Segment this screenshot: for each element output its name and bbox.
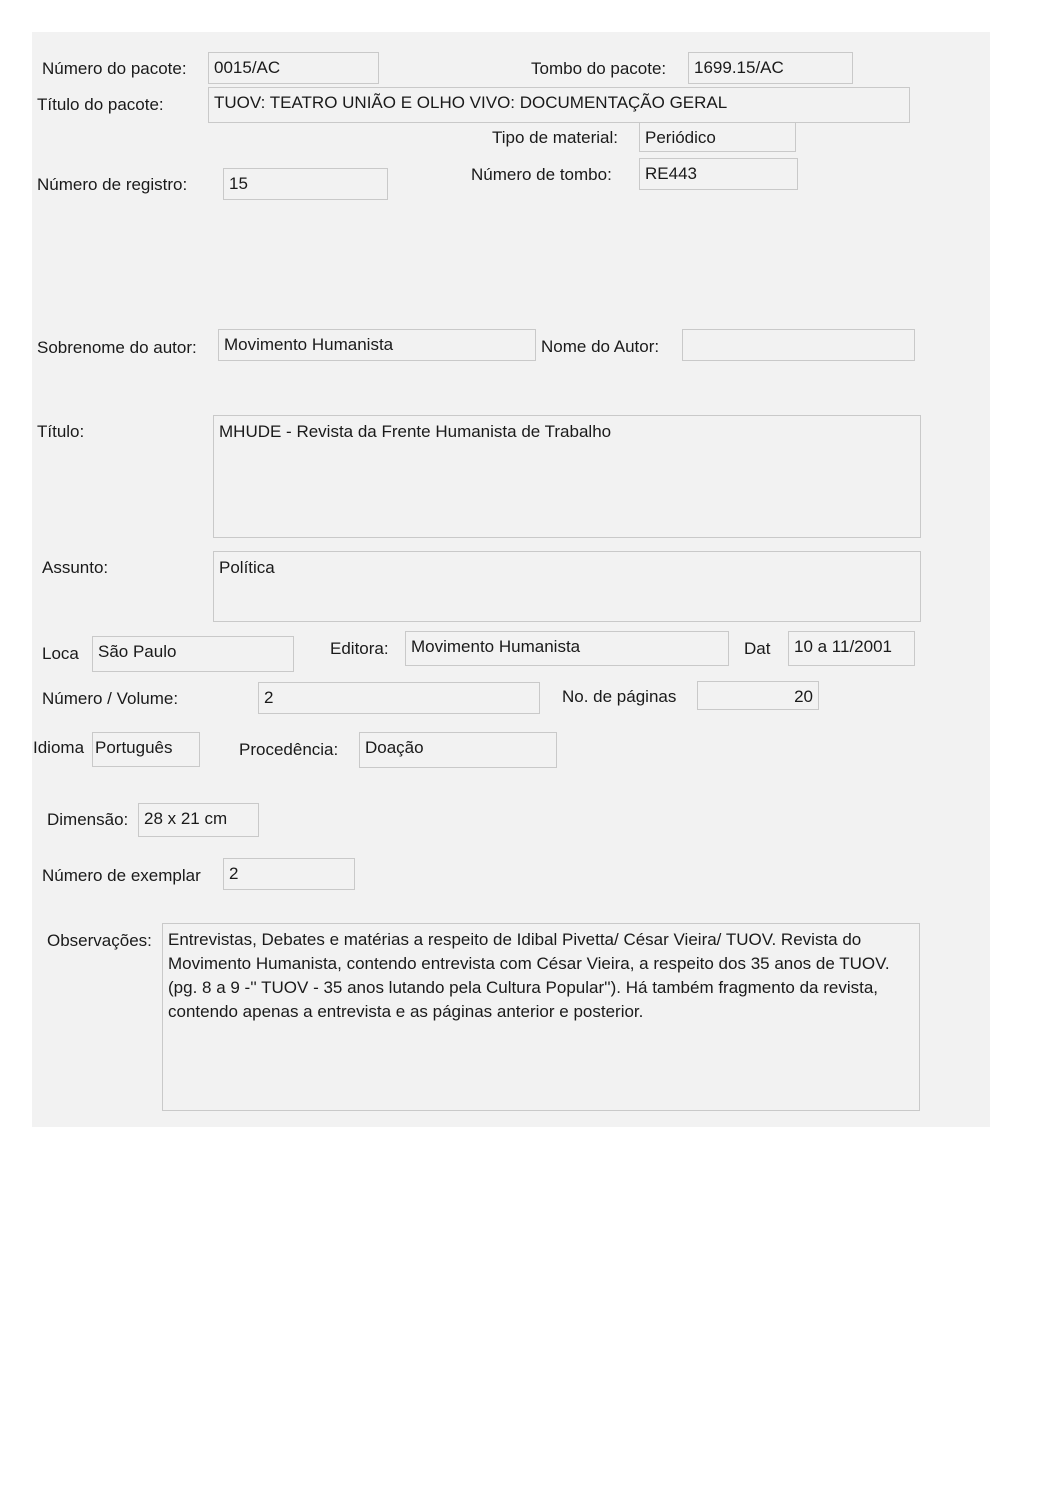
procedencia-field[interactable]: Doação (359, 732, 557, 768)
titulo-pacote-label: Título do pacote: (37, 95, 164, 114)
sobrenome-autor-field[interactable]: Movimento Humanista (218, 329, 536, 361)
numero-registro-label: Número de registro: (37, 175, 188, 194)
local-label: Loca (42, 644, 79, 663)
observacoes-field[interactable]: Entrevistas, Debates e matérias a respeito de Idibal Pivetta/ César Vieira/ TUOV. Revista do Movimento Humanista, contendo entrevista com César Vieira, a respeito dos 35 anos de TUOV. (pg. 8 a 9 -'' TUOV - 35 anos lutando pela Cultura Popular''). Há também fragmento da revista, contendo apenas a entrevista e as páginas anterior e posterior. (162, 923, 920, 1111)
numero-pacote-label: Número do pacote: (42, 59, 187, 78)
procedencia-label: Procedência: (239, 740, 339, 759)
num-paginas-field[interactable]: 20 (697, 681, 819, 710)
numero-exemplar-field[interactable]: 2 (223, 858, 355, 890)
editora-label: Editora: (330, 639, 389, 658)
local-field[interactable]: São Paulo (92, 636, 294, 672)
idioma-label: Idioma (33, 738, 85, 757)
data-label: Dat (744, 639, 771, 658)
dimensao-field[interactable]: 28 x 21 cm (138, 803, 259, 837)
tipo-material-field[interactable]: Periódico (639, 122, 796, 152)
observacoes-label: Observações: (47, 931, 152, 950)
titulo-pacote-field[interactable]: TUOV: TEATRO UNIÃO E OLHO VIVO: DOCUMENTAÇÃO GERAL (208, 87, 910, 123)
editora-field[interactable]: Movimento Humanista (405, 631, 729, 666)
numero-volume-label: Número / Volume: (42, 689, 179, 708)
tipo-material-label: Tipo de material: (492, 128, 618, 147)
data-field[interactable]: 10 a 11/2001 (788, 631, 915, 666)
numero-tombo-field[interactable]: RE443 (639, 158, 798, 190)
dimensao-label: Dimensão: (47, 810, 129, 829)
num-paginas-label: No. de páginas (562, 687, 677, 706)
numero-tombo-label: Número de tombo: (471, 165, 612, 184)
titulo-label: Título: (37, 422, 85, 441)
idioma-field[interactable]: Português (92, 732, 200, 767)
titulo-field[interactable]: MHUDE - Revista da Frente Humanista de Trabalho (213, 415, 921, 538)
tombo-pacote-label: Tombo do pacote: (531, 59, 667, 78)
sobrenome-autor-label: Sobrenome do autor: (37, 338, 197, 357)
numero-pacote-field[interactable]: 0015/AC (208, 52, 379, 84)
tombo-pacote-field[interactable]: 1699.15/AC (688, 52, 853, 84)
nome-autor-field[interactable] (682, 329, 915, 361)
numero-registro-field[interactable]: 15 (223, 168, 388, 200)
nome-autor-label: Nome do Autor: (541, 337, 660, 356)
assunto-label: Assunto: (42, 558, 109, 577)
numero-exemplar-label: Número de exemplar (42, 866, 201, 885)
numero-volume-field[interactable]: 2 (258, 682, 540, 714)
assunto-field[interactable]: Política (213, 551, 921, 622)
